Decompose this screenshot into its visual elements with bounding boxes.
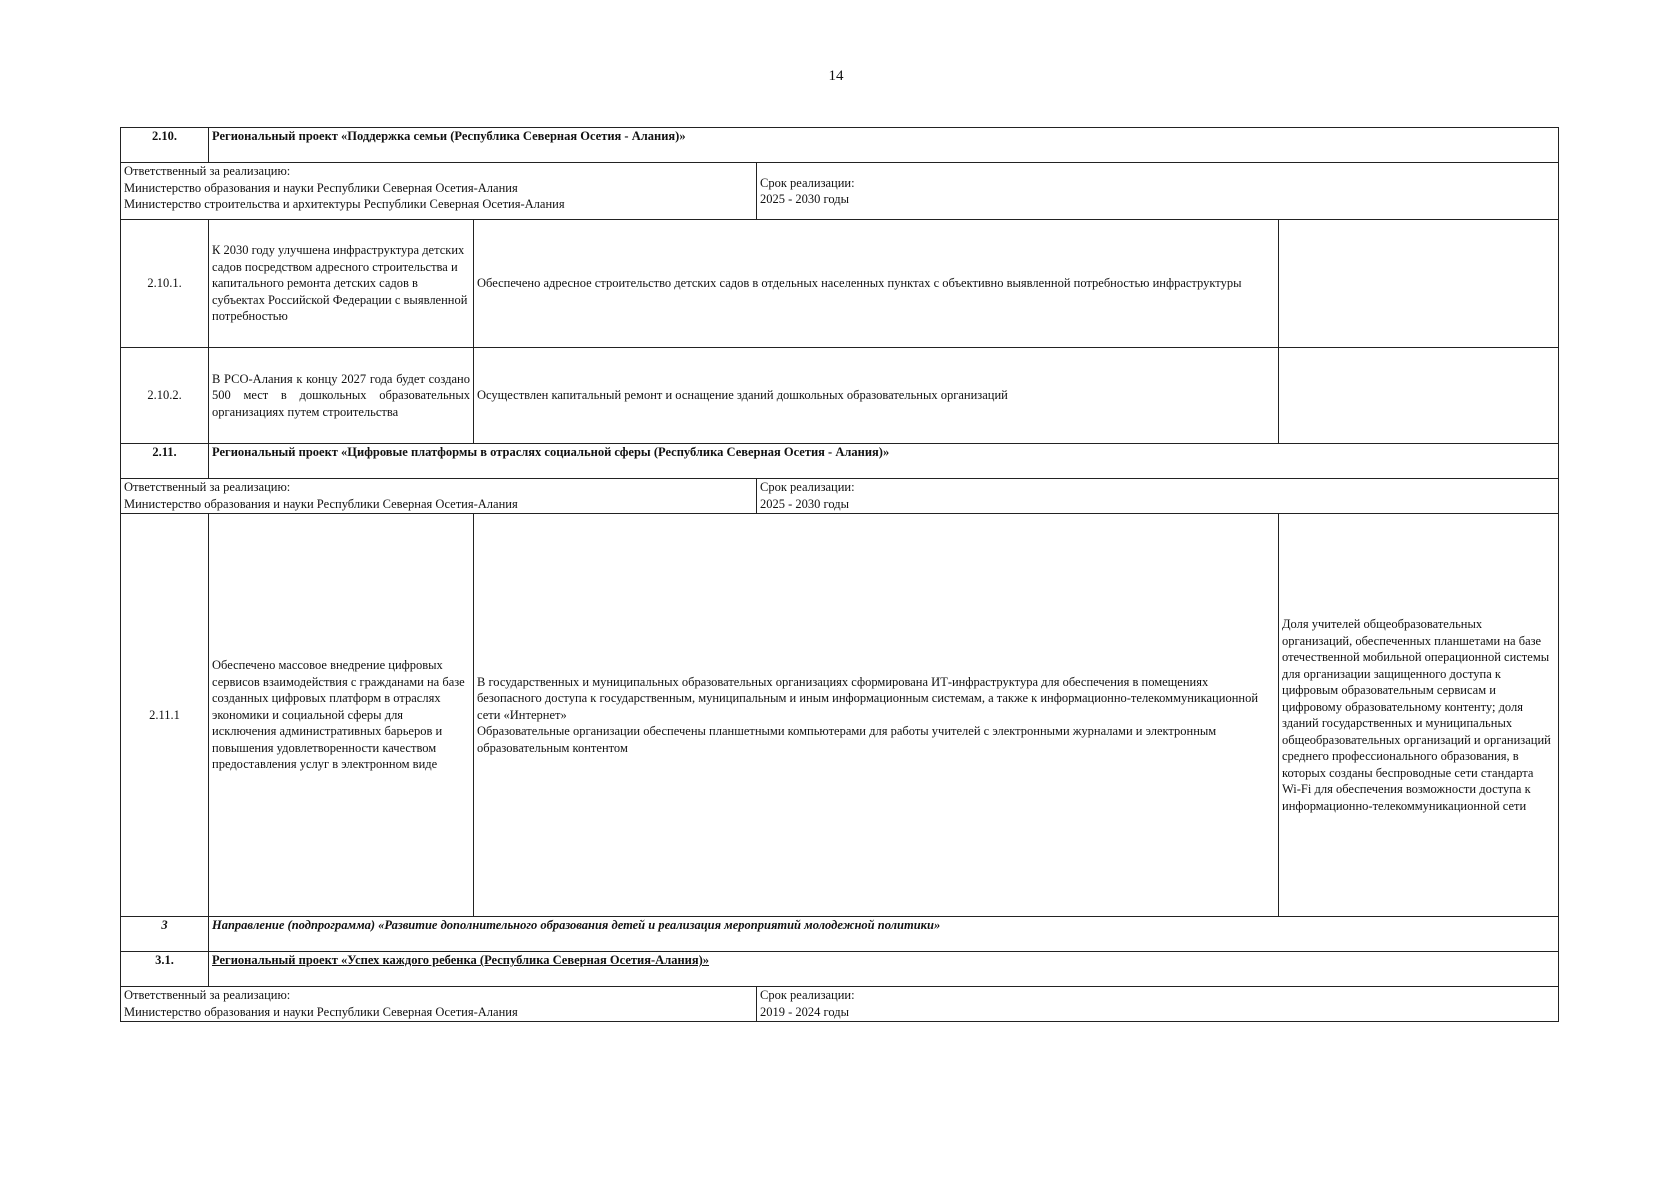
responsible-label: Ответственный за реализацию: [124,480,291,494]
table-row [121,514,1559,917]
item-number: 2.11.1 [121,514,209,917]
responsible-cell [121,987,757,1022]
section-title: Направление (подпрограмма) «Развитие дополнительного образования детей и реализация мероприятий молодежной политики» [209,917,1559,952]
item-result: Обеспечено массовое внедрение цифровых сервисов взаимодействия с гражданами на базе созданных цифровых платформ в отраслях экономики и социальной сферы для исключения административных барьеров и повышения удовлетворенности качеством предоставления услуг в электронном виде [209,514,474,917]
term-value: 2019 - 2024 годы [760,1004,850,1019]
section-title [209,952,1559,987]
term-cell [757,163,1559,220]
section-number: 3.1. [121,952,209,987]
item-indicator: Доля учителей общеобразовательных организаций, обеспеченных планшетами на базе отечественной мобильной операционной системы для организации защищенного доступа к цифровым образовательным сервисам и цифровому образовательному контенту; доля зданий государственных и муниципальных общеобразовательных организаций и организаций среднего профессионального образования, в которых созданы беспроводные сети стандарта Wi-Fi для обеспечения возможности доступа к информационно-телекоммуникационной сети [1279,514,1559,917]
responsible-cell [121,163,757,220]
item-number: 2.10.1. [121,220,209,348]
item-description: Осуществлен капитальный ремонт и оснащение зданий дошкольных образовательных организаций [474,348,1279,444]
table-row [121,348,1559,444]
responsible-org: Министерство строительства и архитектуры Республики Северная Осетия-Алания [124,197,565,211]
item-number: 2.10.2. [121,348,209,444]
section-header-row [121,917,1559,952]
term-label: Срок реализации: [760,480,855,494]
responsible-label: Ответственный за реализацию: [124,164,291,178]
table-row [121,220,1559,348]
term-value: 2025 - 2030 годы [760,192,850,206]
item-description [474,514,1279,917]
term-cell [757,987,1559,1022]
description-paragraph: Образовательные организации обеспечены планшетными компьютерами для работы учителей с электронными журналами и электронным образовательным контентом [477,724,1217,755]
section-header-row [121,952,1559,987]
project-table [120,127,1559,1022]
item-indicator [1279,220,1559,348]
section-title: Региональный проект «Цифровые платформы в отраслях социальной сферы (Республика Северная Осетия - Алания)» [209,444,1559,479]
section-header-row [121,444,1559,479]
term-cell [757,479,1559,514]
responsible-row [121,479,1559,514]
responsible-label: Ответственный за реализацию: [124,988,291,1002]
term-value: 2025 - 2030 годы [760,496,850,511]
section-number: 2.10. [121,128,209,163]
section-number: 2.11. [121,444,209,479]
section-title: Региональный проект «Поддержка семьи (Республика Северная Осетия - Алания)» [209,128,1559,163]
responsible-cell [121,479,757,514]
responsible-org: Министерство образования и науки Республики Северная Осетия-Алания [124,180,518,195]
item-result: В РСО-Алания к концу 2027 года будет создано 500 мест в дошкольных образовательных организациях путем строительства [209,348,474,444]
section-header-row [121,128,1559,163]
term-label: Срок реализации: [760,175,855,190]
item-indicator [1279,348,1559,444]
responsible-row [121,987,1559,1022]
responsible-org: Министерство образования и науки Республики Северная Осетия-Алания [124,496,518,511]
page-number: 14 [828,68,844,84]
item-description: Обеспечено адресное строительство детских садов в отдельных населенных пунктах с объективно выявленной потребностью инфраструктуры [474,220,1279,348]
section-title-text: Региональный проект «Успех каждого ребенка (Республика Северная Осетия-Алания)» [212,953,710,967]
description-paragraph: В государственных и муниципальных образовательных организациях сформирована ИТ-инфраструктура для обеспечения в помещениях безопасного доступа к государственным, муниципальным и иным информационным системам, а также к информационно-телекоммуникационной сети «Интернет» [477,674,1259,722]
responsible-org: Министерство образования и науки Республики Северная Осетия-Алания [124,1004,518,1019]
term-label: Срок реализации: [760,988,855,1002]
responsible-row [121,163,1559,220]
item-result: К 2030 году улучшена инфраструктура детских садов посредством адресного строительства и капитального ремонта детских садов в субъектах Российской Федерации с выявленной потребностью [209,220,474,348]
section-number: 3 [121,917,209,952]
